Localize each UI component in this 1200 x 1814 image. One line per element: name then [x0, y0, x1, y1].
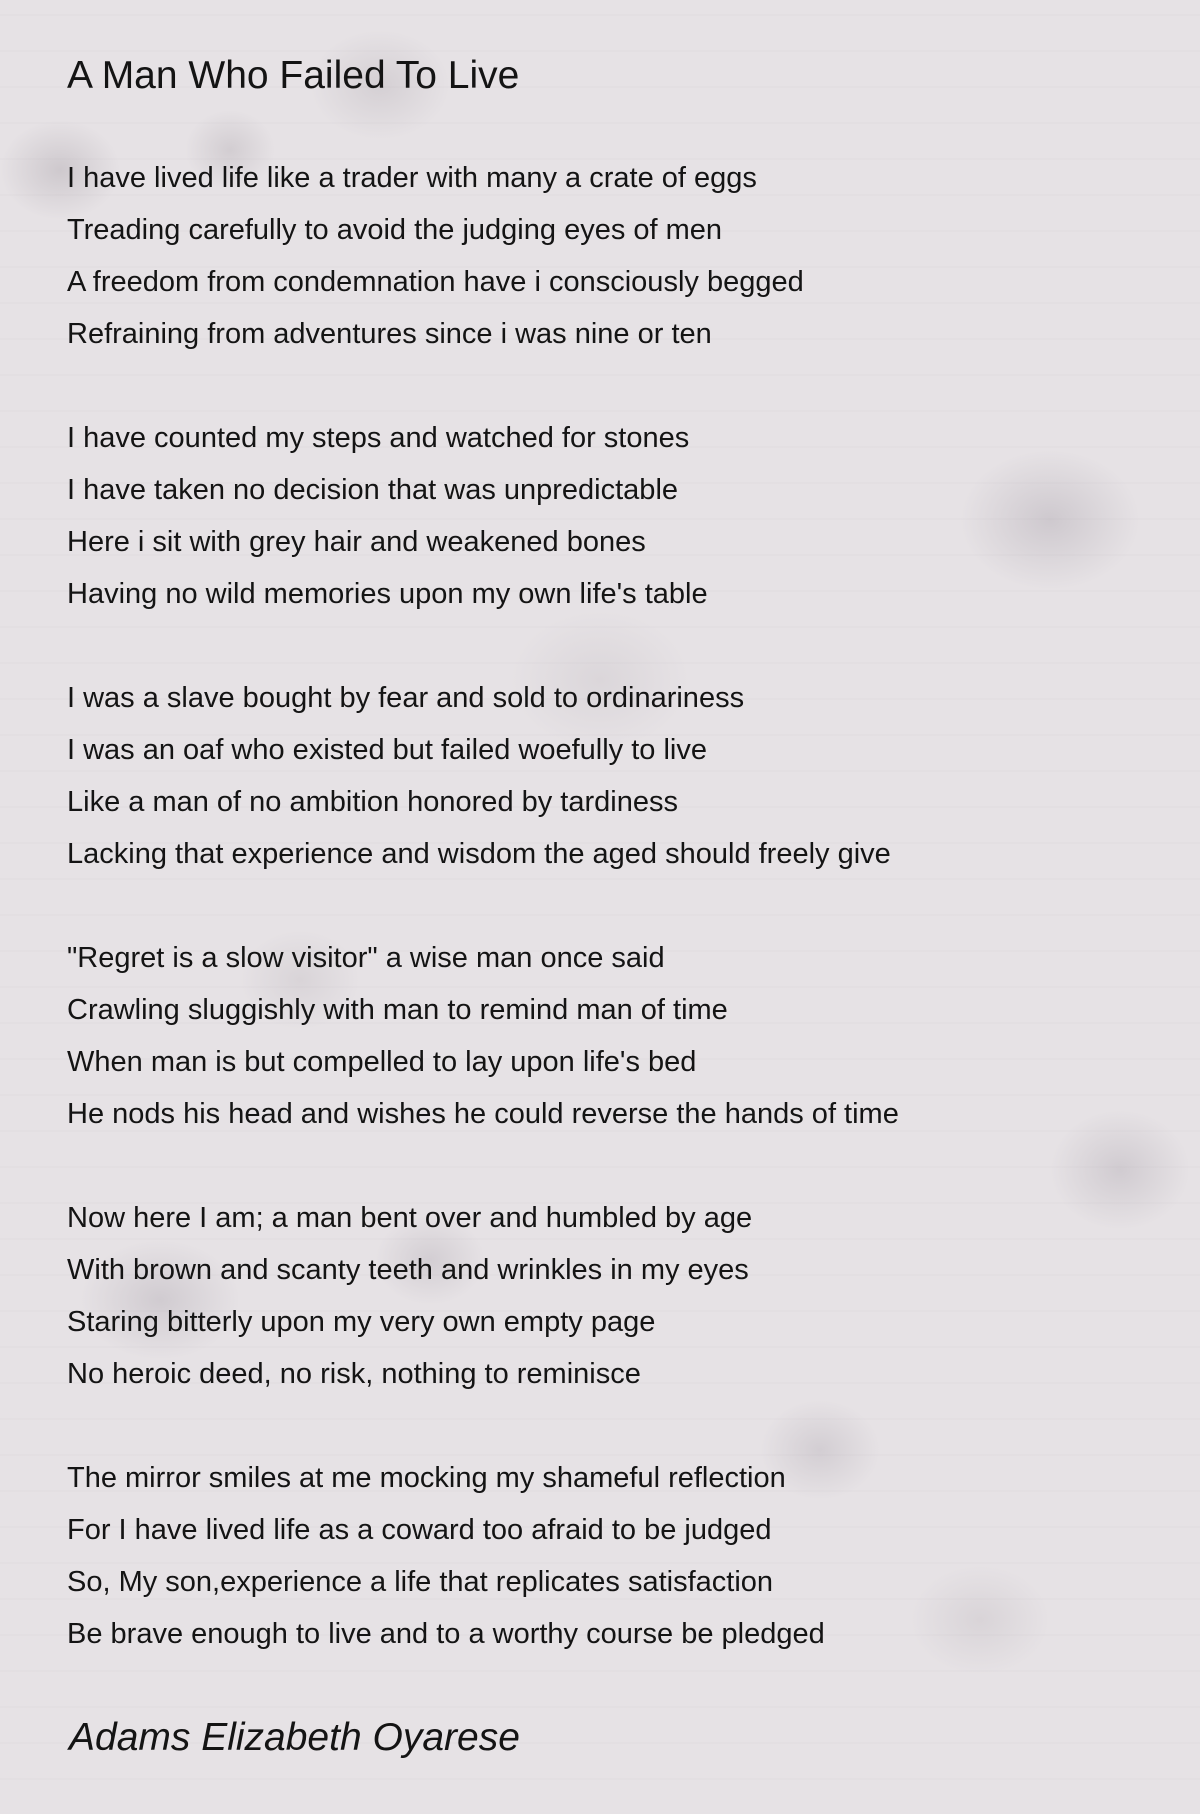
poem-line: Like a man of no ambition honored by tardiness — [67, 786, 678, 818]
poem-body — [67, 152, 1167, 1712]
poem-line: So, My son,experience a life that replicates satisfaction — [67, 1566, 774, 1598]
poem-line: Here i sit with grey hair and weakened bones — [67, 526, 646, 558]
poem-line: Refraining from adventures since i was nine or ten — [67, 318, 712, 350]
poem-line: I was an oaf who existed but failed woefully to live — [67, 734, 707, 766]
poem-line: When man is but compelled to lay upon life's bed — [67, 1046, 697, 1078]
poem-line: For I have lived life as a coward too afraid to be judged — [67, 1514, 772, 1546]
stanza-3 — [67, 672, 1167, 880]
poem-line: Lacking that experience and wisdom the aged should freely give — [67, 838, 891, 870]
poem-line: Be brave enough to live and to a worthy course be pledged — [67, 1618, 825, 1650]
poem-title: A Man Who Failed To Live — [67, 54, 520, 97]
poem-line: The mirror smiles at me mocking my shameful reflection — [67, 1462, 786, 1494]
poem-line: Crawling sluggishly with man to remind man of time — [67, 994, 728, 1026]
poem-line: He nods his head and wishes he could reverse the hands of time — [67, 1098, 899, 1130]
poem-line: I have lived life like a trader with many a crate of eggs — [67, 162, 757, 194]
poem-line: With brown and scanty teeth and wrinkles in my eyes — [67, 1254, 749, 1286]
poem-line: No heroic deed, no risk, nothing to reminisce — [67, 1358, 641, 1390]
poem-line: Treading carefully to avoid the judging eyes of men — [67, 214, 723, 246]
poem-line: I was a slave bought by fear and sold to ordinariness — [67, 682, 745, 714]
poem-line: I have counted my steps and watched for stones — [67, 422, 690, 454]
stanza-4 — [67, 932, 1167, 1140]
stanza-6 — [67, 1452, 1167, 1660]
poem-line: I have taken no decision that was unpredictable — [67, 474, 679, 506]
poem-line: Staring bitterly upon my very own empty page — [67, 1306, 656, 1338]
poem-line: A freedom from condemnation have i consciously begged — [67, 266, 804, 298]
poem-line: "Regret is a slow visitor" a wise man once said — [67, 942, 665, 974]
poem-line: Having no wild memories upon my own life's table — [67, 578, 708, 610]
stanza-1 — [67, 152, 1167, 360]
stanza-5 — [67, 1192, 1167, 1400]
poem-line: Now here I am; a man bent over and humbled by age — [67, 1202, 753, 1234]
stanza-2 — [67, 412, 1167, 620]
poem-author: Adams Elizabeth Oyarese — [69, 1716, 520, 1759]
